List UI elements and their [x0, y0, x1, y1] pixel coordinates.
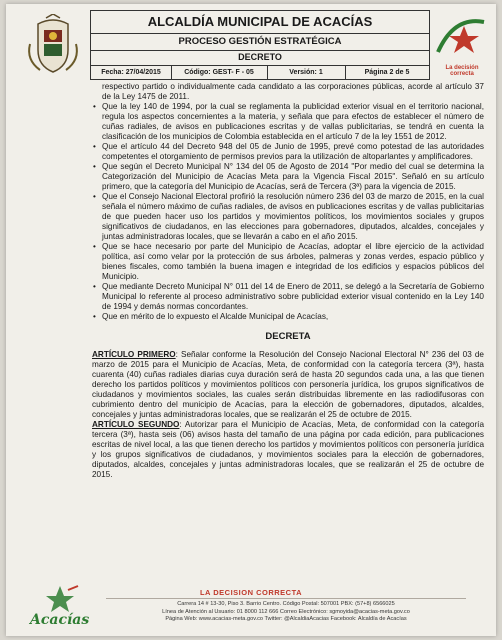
footer-contact-info	[116, 601, 456, 624]
decreta-heading: DECRETA	[265, 331, 311, 342]
header-version: Versión: 1	[267, 65, 346, 80]
list-item: • Que la ley 140 de 1994, por la cual se reglamenta la publicidad exterior visual en el territorio nacional, regula los aspectos concernientes a la materia, y señala que para efectos de establecer el número de cuñas radiales, de avisos en publicaciones escritas y de vallas publicitarias, se tendrá en cuenta la clasificación de los municipios de Colombia establecida en el artículo 7 de la ley 1551 de 2012.	[92, 102, 484, 142]
star-logo-icon	[434, 12, 490, 62]
header-meta-row	[91, 65, 429, 80]
list-item: • Que en mérito de lo expuesto el Alcalde Municipal de Acacías,	[92, 312, 484, 322]
considerations-list	[92, 102, 484, 322]
footer-address: Carrera 14 # 13-30, Piso 3. Barrio Centro. Código Postal: 507001 PBX: (57+8) 6566025	[177, 601, 395, 607]
footer-web: Página Web: www.acacias-meta.gov.co Twitter: @AlcaldiaAcacias Facebook: Alcaldía de Acacías	[165, 616, 407, 622]
header-process: PROCESO GESTIÓN ESTRATÉGICA	[91, 33, 429, 51]
article-second-text: : Autorizar para el Municipio de Acacías, Meta, de conformidad con la categoría tercera (3ª), hasta seis (06) avisos hasta del tamaño de una página por cada edición, para publicaciones escritas de nivel local, a las que tienen derecho los partidos y movimientos políticos con personería jurídica y los grupos significativos de ciudadanos, y movimientos sociales para la elección de gobernadores, diputados, alcaldes, concejales y juntas administradoras locales, que se realizarán el 25 de octubre de 2015.	[92, 420, 484, 479]
footer-divider	[106, 598, 466, 599]
footer-slogan: LA DECISION CORRECTA	[199, 588, 303, 597]
header-title: ALCALDÍA MUNICIPAL DE ACACÍAS	[91, 11, 429, 34]
coat-of-arms-icon	[24, 14, 82, 76]
article-first-heading: ARTÍCULO PRIMERO	[92, 350, 176, 359]
list-item: • Que el artículo 44 del Decreto 948 del 05 de Junio de 1995, prevé como potestad de las autoridades competentes el otorgamiento de permisos previos para la utilización de altoparlantes y amplificadores.	[92, 142, 484, 162]
footer-logo-text: Acacías	[30, 612, 90, 628]
document-body	[92, 82, 484, 480]
header-doc-type: DECRETO	[91, 50, 429, 66]
list-item: • Que se hace necesario por parte del Municipio de Acacías, adoptar el libre ejercicio de la actividad política, así como velar por la protección de sus árboles, palmeras y zonas verdes, espacio público y bienes fiscales, como también la buena imagen e integridad de los edificios y espacios públicos del Municipio.	[92, 242, 484, 282]
article-second	[92, 420, 484, 480]
article-first	[92, 350, 484, 420]
header-pagina: Página 2 de 5	[364, 69, 410, 76]
article-second-heading: ARTÍCULO SEGUNDO	[92, 420, 180, 429]
right-logo-text: La decisión correcta	[445, 65, 479, 77]
decision-correcta-logo	[434, 12, 490, 77]
header-fecha: Fecha: 27/04/2015	[91, 65, 172, 80]
document-header-table	[90, 10, 430, 80]
article-first-text: : Señalar conforme la Resolución del Consejo Nacional Electoral N° 236 del 03 de marzo de 2015 para el Municipio de Acacías, Meta, de conformidad con la categoría tercera (3ª), hasta cuarenta (40) cuñas radiales diarias cuya duración será de hasta 20 segundos cada una, a las que tienen derecho los partidos políticos y movimientos políticos con personería jurídica, los grupos significativos de ciudadanos y movimientos sociales, las cuales serán distribuidas libremente en las radiodifusoras con cubrimiento dentro del municipio de Acacías, para la elección de gobernadores, diputados, alcaldes, concejales y juntas administradoras locales, que se realizarán el 25 de octubre de 2015.	[92, 350, 484, 419]
header-codigo: Código: GEST- F - 05	[171, 65, 268, 80]
footer-contact: Línea de Atención al Usuario: 01 8000 112 666 Correo Electrónico: sgmoyida@acacias-meta.gov.co	[162, 608, 410, 615]
list-item: • Que el Consejo Nacional Electoral profirió la resolución número 236 del 03 de marzo de 2015, en la cual señala el número máximo de cuñas radiales, de avisos en publicaciones escritas y de vallas publicitarias de que pueden hacer uso los partidos y movimientos políticos, los movimientos sociales y grupos significativos de ciudadanos, en las elecciones para gobernadores, diputados, alcaldes, concejales y juntas administradoras locales, que se llevarán a cabo en el año 2015.	[92, 192, 484, 242]
list-item: • Que según el Decreto Municipal N° 134 del 05 de Agosto de 2014 "Por medio del cual se determina la Categorización del Municipio de Acacías Meta para la Vigencia Fiscal 2015". Señaló en su artículo primero, que la categoría del Municipio de Acacías, será de Tercera (3ª) para la vigencia de 2015.	[92, 162, 484, 192]
intro-paragraph: respectivo partido o individualmente cada candidato a las corporaciones públicas, acorde al artículo 37 de la Ley 1475 de 2011.	[102, 82, 484, 101]
document-page	[6, 4, 496, 636]
list-item: • Que mediante Decreto Municipal N° 011 del 14 de Enero de 2011, se delegó a la Secretaría de Gobierno Municipal lo referente al proceso administrativo sobre publicidad exterior visual contenido en la Ley 140 de 1994 y demás normas concordantes.	[92, 282, 484, 312]
